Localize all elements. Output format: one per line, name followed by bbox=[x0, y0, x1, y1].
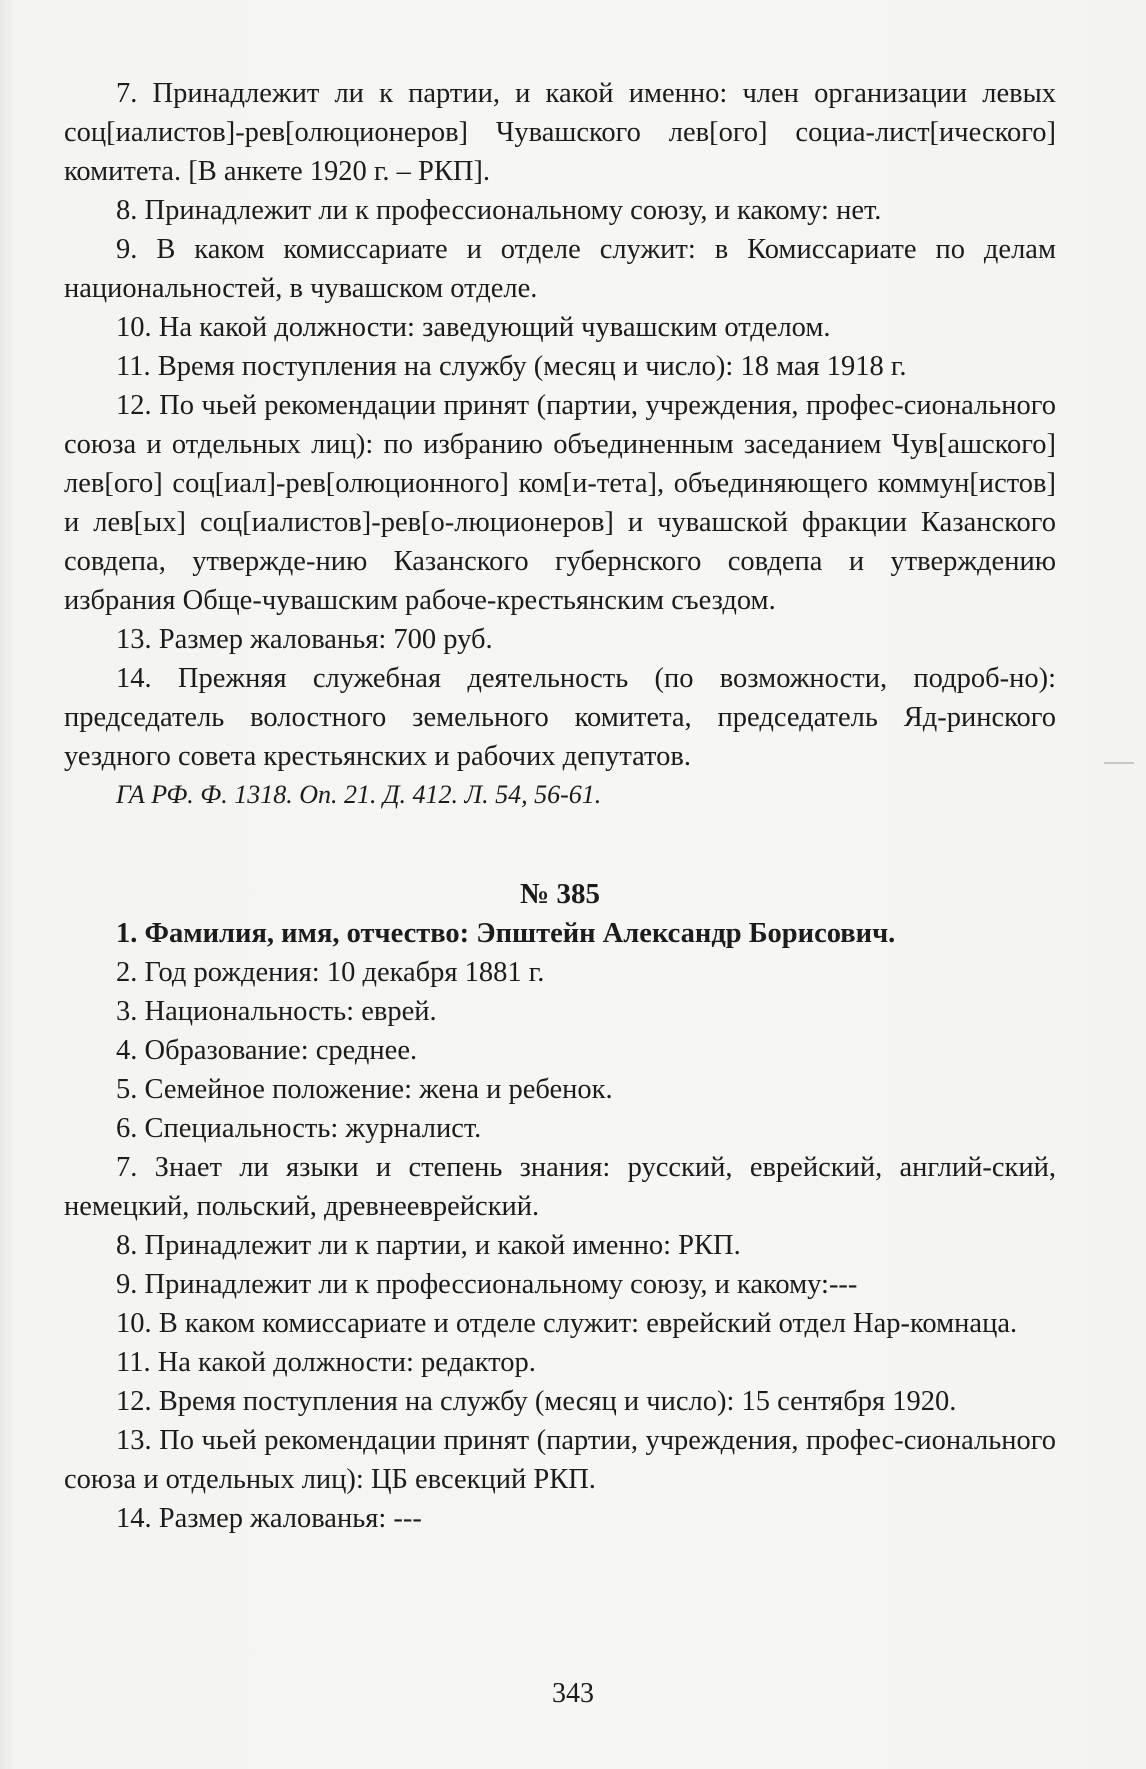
page-text bbox=[64, 74, 1056, 1538]
record-item-11: 11. На какой должности: редактор. bbox=[116, 1347, 536, 1378]
document-number-heading: № 385 bbox=[520, 878, 600, 910]
record-item-14: 14. Размер жалованья: --- bbox=[116, 1503, 422, 1534]
record-item-7: 7. Знает ли языки и степень знания: русский, еврейский, англий-ский, немецкий, польский, древнееврейский. bbox=[64, 1152, 1056, 1222]
paragraph-item-9: 9. В каком комиссариате и отделе служит: в Комиссариате по делам национальностей, в чувашском отделе. bbox=[64, 234, 1056, 304]
paragraph-item-11: 11. Время поступления на службу (месяц и число): 18 мая 1918 г. bbox=[116, 351, 907, 382]
record-item-9: 9. Принадлежит ли к профессиональному союзу, и какому:--- bbox=[116, 1269, 858, 1300]
record-item-13: 13. По чьей рекомендации принят (партии, учреждения, профес-сионального союза и отдельных лиц): ЦБ евсекций РКП. bbox=[64, 1425, 1056, 1495]
record-item-5: 5. Семейное положение: жена и ребенок. bbox=[116, 1074, 613, 1105]
paragraph-item-10: 10. На какой должности: заведующий чувашским отделом. bbox=[116, 312, 831, 343]
archive-source-reference: ГА РФ. Ф. 1318. Оп. 21. Д. 412. Л. 54, 56-61. bbox=[116, 780, 602, 809]
page-number: 343 bbox=[552, 1678, 594, 1709]
record-item-2: 2. Год рождения: 10 декабря 1881 г. bbox=[116, 957, 545, 988]
paragraph-item-7: 7. Принадлежит ли к партии, и какой именно: член организации левых соц[иалистов]-рев[олюционеров] Чувашского лев[ого] социа-лист[ического] комитета. [В анкете 1920 г. – РКП]. bbox=[64, 78, 1056, 187]
record-item-4: 4. Образование: среднее. bbox=[116, 1035, 418, 1066]
paragraph-item-13: 13. Размер жалованья: 700 руб. bbox=[116, 624, 493, 655]
paragraph-item-14: 14. Прежняя служебная деятельность (по возможности, подроб-но): председатель волостного земельного комитета, председатель Яд-ринского уездного совета крестьянских и рабочих депутатов. bbox=[64, 663, 1056, 772]
paragraph-item-8: 8. Принадлежит ли к профессиональному союзу, и какому: нет. bbox=[116, 195, 882, 226]
record-item-12: 12. Время поступления на службу (месяц и число): 15 сентября 1920. bbox=[116, 1386, 957, 1417]
record-item-10: 10. В каком комиссариате и отделе служит: еврейский отдел Нар-комнаца. bbox=[116, 1308, 1018, 1339]
paragraph-item-12: 12. По чьей рекомендации принят (партии, учреждения, профес-сионального союза и отдельных лиц): по избранию объединенным заседанием Чув[ашского] лев[ого] соц[иал]-рев[олюционного] ком[и-тета], объединяющего коммун[истов] и лев[ых] соц[иалистов]-рев[о-люционеров] и чувашской фракции Казанского совдепа, утвержде-нию Казанского губернского совдепа и утверждению избрания Обще-чувашским рабоче-крестьянским съездом. bbox=[64, 390, 1056, 616]
person-name-line: 1. Фамилия, имя, отчество: Эпштейн Александр Борисович. bbox=[116, 918, 896, 949]
record-item-6: 6. Специальность: журналист. bbox=[116, 1113, 482, 1144]
record-item-8: 8. Принадлежит ли к партии, и какой именно: РКП. bbox=[116, 1230, 741, 1261]
record-item-3: 3. Национальность: еврей. bbox=[116, 996, 437, 1027]
margin-mark bbox=[1104, 762, 1134, 764]
